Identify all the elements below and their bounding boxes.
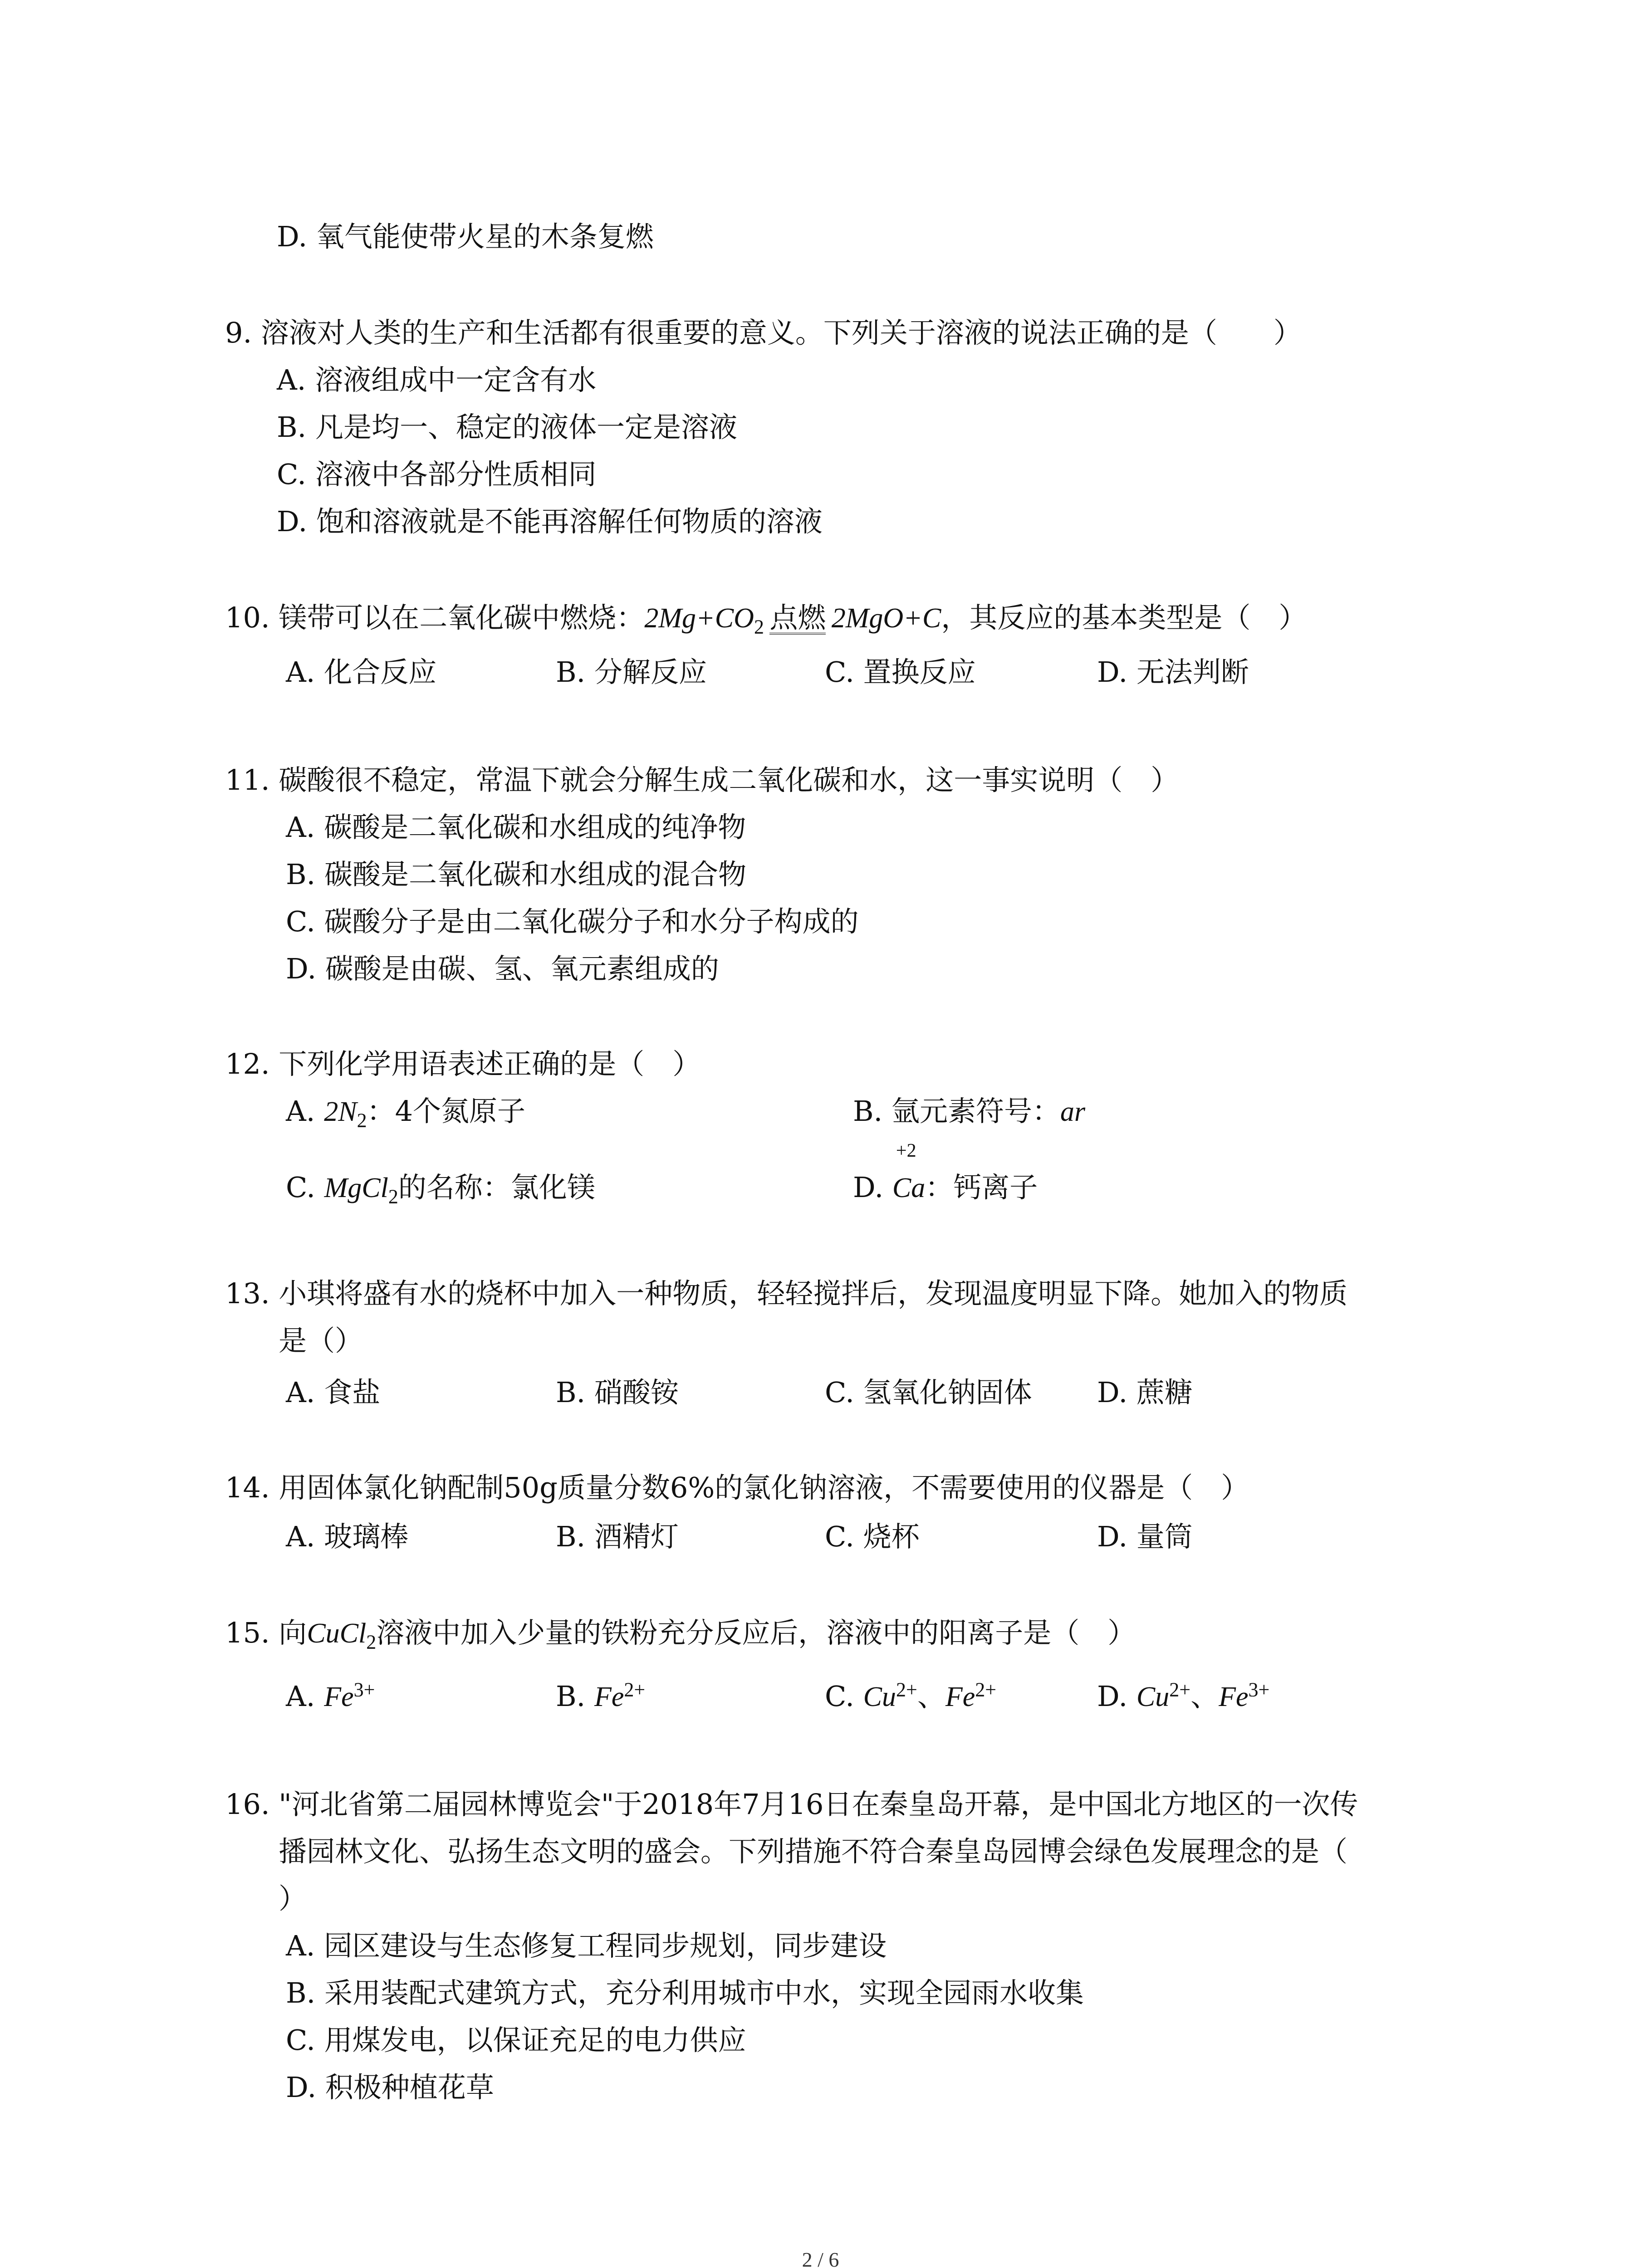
q10-stem-prefix: 10. 镁带可以在二氧化碳中燃烧： bbox=[225, 601, 645, 634]
q11-stem: 11. 碳酸很不稳定，常温下就会分解生成二氧化碳和水，这一事实说明（ ） bbox=[225, 763, 1179, 797]
q12-option-c-label: C. bbox=[286, 1171, 324, 1204]
q13-option-a: A. 食盐 bbox=[286, 1376, 381, 1409]
q16-option-b: B. 采用装配式建筑方式，充分利用城市中水，实现全园雨水收集 bbox=[286, 1976, 1084, 2009]
q13-option-c: C. 氢氧化钠固体 bbox=[825, 1376, 1032, 1409]
q9-option-d: D. 饱和溶液就是不能再溶解任何物质的溶液 bbox=[277, 505, 823, 538]
q9-stem: 9. 溶液对人类的生产和生活都有很重要的意义。下列关于溶液的说法正确的是（ ） bbox=[225, 316, 1302, 349]
q15-stem bbox=[225, 1615, 1136, 1652]
q15-option-d-label: D. bbox=[1097, 1680, 1136, 1713]
q14-option-b: B. 酒精灯 bbox=[556, 1520, 679, 1553]
q16-stem-line1: 16. "河北省第二届园林博览会"于2018年7月16日在秦皇岛开幕，是中国北方地区的一次传 bbox=[225, 1788, 1358, 1821]
q12-option-d-formula: Ca bbox=[892, 1173, 926, 1203]
q15-stem-suffix: 溶液中加入少量的铁粉充分反应后，溶液中的阳离子是（ ） bbox=[376, 1616, 1136, 1649]
q9-option-c: C. 溶液中各部分性质相同 bbox=[277, 458, 597, 491]
q10-stem bbox=[225, 600, 1307, 636]
q16-option-c: C. 用煤发电，以保证充足的电力供应 bbox=[286, 2024, 746, 2057]
q16-option-a: A. 园区建设与生态修复工程同步规划，同步建设 bbox=[286, 1929, 887, 1962]
q15-stem-prefix: 15. 向 bbox=[225, 1616, 307, 1649]
q15-option-c-label: C. bbox=[825, 1680, 863, 1713]
q10-option-b: B. 分解反应 bbox=[556, 655, 707, 689]
q13-option-d: D. 蔗糖 bbox=[1097, 1376, 1193, 1409]
q12-option-a-text: ：4个氮原子 bbox=[367, 1095, 526, 1128]
q15-option-b bbox=[556, 1678, 645, 1715]
page-number: 2 / 6 bbox=[802, 2248, 839, 2268]
q16-stem-line2: 播园林文化、弘扬生态文明的盛会。下列措施不符合秦皇岛园博会绿色发展理念的是（ bbox=[279, 1835, 1348, 1868]
q11-option-c: C. 碳酸分子是由二氧化碳分子和水分子构成的 bbox=[286, 905, 859, 938]
q15-option-c-sep: 、 bbox=[917, 1680, 945, 1713]
q10-stem-suffix: ，其反应的基本类型是（ ） bbox=[941, 601, 1307, 634]
q10-equation-right: 2MgO+C bbox=[831, 603, 941, 634]
q14-option-c: C. 烧杯 bbox=[825, 1520, 920, 1553]
q15-option-a bbox=[286, 1678, 375, 1715]
q12-option-d-label: D. bbox=[853, 1171, 892, 1204]
q9-option-b: B. 凡是均一、稳定的液体一定是溶液 bbox=[277, 411, 737, 444]
q10-reaction-condition: 点燃 bbox=[769, 601, 826, 634]
q12-option-d bbox=[853, 1140, 1038, 1206]
q15-option-d-ion2: Fe bbox=[1219, 1681, 1249, 1712]
q10-equation-left: 2Mg+CO bbox=[644, 603, 754, 634]
q12-option-c-formula: MgCl bbox=[324, 1173, 388, 1203]
q12-option-b-label: B. 氩元素符号： bbox=[853, 1095, 1060, 1128]
q15-option-a-label: A. bbox=[286, 1680, 324, 1713]
q12-option-d-charge: +2 bbox=[896, 1140, 916, 1161]
q12-option-a bbox=[286, 1093, 525, 1130]
q15-option-a-ion: Fe bbox=[324, 1681, 354, 1712]
q12-option-a-label: A. bbox=[286, 1095, 324, 1128]
q14-stem: 14. 用固体氯化钠配制50g质量分数6%的氯化钠溶液，不需要使用的仪器是（ ） bbox=[225, 1471, 1249, 1504]
q9-option-a: A. 溶液组成中一定含有水 bbox=[277, 363, 597, 396]
q12-option-b-formula: ar bbox=[1060, 1096, 1086, 1127]
q15-option-a-charge: 3+ bbox=[353, 1678, 375, 1701]
q14-option-d: D. 量筒 bbox=[1097, 1520, 1193, 1553]
q15-option-c-charge2: 2+ bbox=[975, 1678, 997, 1701]
q16-option-d: D. 积极种植花草 bbox=[286, 2071, 494, 2104]
q15-option-c bbox=[825, 1678, 996, 1715]
q15-option-b-charge: 2+ bbox=[624, 1678, 646, 1701]
q11-option-d: D. 碳酸是由碳、氢、氧元素组成的 bbox=[286, 952, 719, 985]
q12-stem: 12. 下列化学用语表述正确的是（ ） bbox=[225, 1047, 701, 1080]
q15-option-d-charge2: 3+ bbox=[1248, 1678, 1270, 1701]
q12-option-a-formula: 2N bbox=[324, 1096, 357, 1127]
q12-option-c-text: 的名称：氯化镁 bbox=[398, 1171, 595, 1204]
q12-option-c bbox=[286, 1169, 595, 1206]
q10-option-c: C. 置换反应 bbox=[825, 655, 976, 689]
q15-option-c-charge1: 2+ bbox=[896, 1678, 917, 1701]
q15-option-c-ion1: Cu bbox=[863, 1681, 896, 1712]
q11-option-b: B. 碳酸是二氧化碳和水组成的混合物 bbox=[286, 858, 746, 891]
q10-option-a: A. 化合反应 bbox=[286, 655, 437, 689]
q12-option-d-text: ：钙离子 bbox=[925, 1171, 1038, 1204]
q15-option-b-label: B. bbox=[556, 1680, 594, 1713]
q10-equation-left-sub: 2 bbox=[754, 616, 764, 638]
q10-option-d: D. 无法判断 bbox=[1097, 655, 1249, 689]
q15-formula-sub: 2 bbox=[366, 1631, 377, 1653]
q15-option-d-sep: 、 bbox=[1190, 1680, 1219, 1713]
q8-option-d: D. 氧气能使带火星的木条复燃 bbox=[277, 220, 654, 253]
q15-option-b-ion: Fe bbox=[594, 1681, 624, 1712]
q11-option-a: A. 碳酸是二氧化碳和水组成的纯净物 bbox=[286, 811, 746, 844]
q16-stem-line3: ） bbox=[279, 1882, 307, 1915]
q12-option-c-sub: 2 bbox=[388, 1185, 398, 1208]
q14-option-a: A. 玻璃棒 bbox=[286, 1520, 409, 1553]
q13-stem-line2: 是（） bbox=[279, 1324, 363, 1357]
q13-option-b: B. 硝酸铵 bbox=[556, 1376, 679, 1409]
q13-stem-line1: 13. 小琪将盛有水的烧杯中加入一种物质，轻轻搅拌后，发现温度明显下降。她加入的物质 bbox=[225, 1277, 1348, 1310]
q12-option-b bbox=[853, 1093, 1085, 1130]
q15-formula: CuCl bbox=[307, 1618, 367, 1649]
q12-option-d-symbol bbox=[892, 1140, 926, 1206]
q15-option-d-charge1: 2+ bbox=[1169, 1678, 1191, 1701]
q12-option-a-sub: 2 bbox=[357, 1109, 367, 1132]
q15-option-c-ion2: Fe bbox=[945, 1681, 975, 1712]
q15-option-d-ion1: Cu bbox=[1136, 1681, 1170, 1712]
q15-option-d bbox=[1097, 1678, 1269, 1715]
